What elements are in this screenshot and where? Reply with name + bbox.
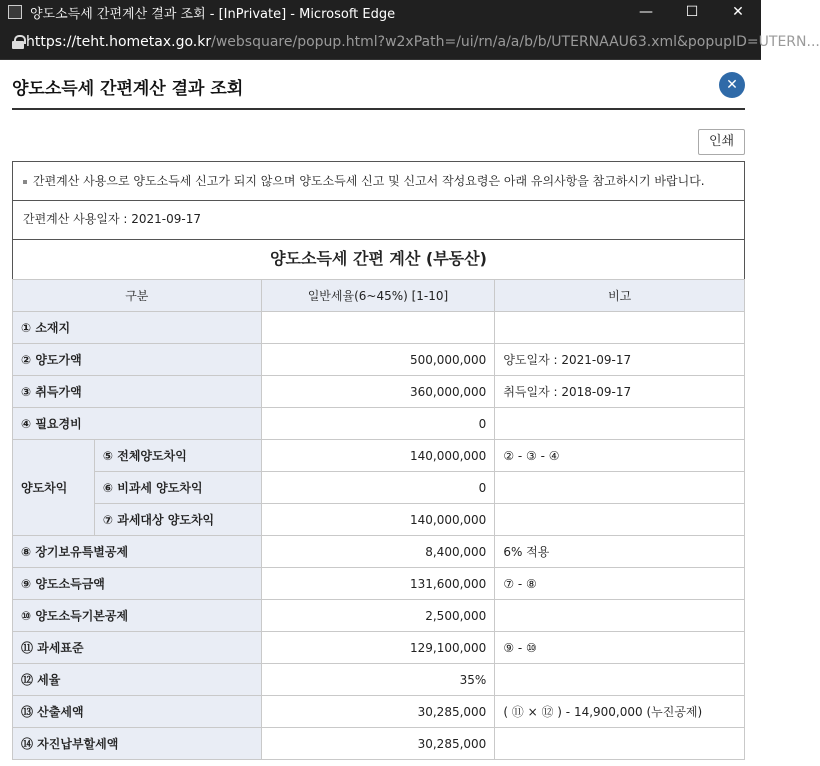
row-label: ① 소재지: [13, 312, 262, 344]
table-header-row: [13, 280, 745, 312]
table-row: [13, 312, 745, 344]
row-note: [495, 504, 745, 536]
table-row: [13, 600, 745, 632]
row-label: ⑭ 자진납부할세액: [13, 728, 262, 760]
window-titlebar: [0, 0, 761, 24]
row-label: ⑩ 양도소득기본공제: [13, 600, 262, 632]
row-label: ⑫ 세율: [13, 664, 262, 696]
row-note: 양도일자 : 2021-09-17: [495, 344, 745, 376]
row-value: 30,285,000: [261, 696, 495, 728]
row-label: ③ 취득가액: [13, 376, 262, 408]
window-close-button[interactable]: ✕: [732, 4, 744, 20]
row-label: ⑦ 과세대상 양도차익: [94, 504, 261, 536]
row-note: 취득일자 : 2018-09-17: [495, 376, 745, 408]
header-note: 비고: [495, 280, 745, 312]
use-date: 간편계산 사용일자 : 2021-09-17: [12, 200, 745, 240]
window-page-icon: [8, 5, 22, 19]
row-note: ⑦ - ⑧: [495, 568, 745, 600]
row-note: [495, 408, 745, 440]
row-label: ⑤ 전체양도차익: [94, 440, 261, 472]
table-row: [13, 472, 745, 504]
row-note: [495, 472, 745, 504]
calc-table: [12, 279, 745, 760]
table-row: [13, 408, 745, 440]
row-note: [495, 600, 745, 632]
row-label: ④ 필요경비: [13, 408, 262, 440]
header-category: 구분: [13, 280, 262, 312]
row-value: 500,000,000: [261, 344, 495, 376]
row-value: 0: [261, 408, 495, 440]
row-value: 131,600,000: [261, 568, 495, 600]
minimize-button[interactable]: —: [639, 4, 653, 20]
url-text[interactable]: [26, 34, 820, 50]
table-row: [13, 344, 745, 376]
window-title: 양도소득세 간편계산 결과 조회 - [InPrivate] - Microsoft Edge: [30, 6, 396, 22]
row-value: 30,285,000: [261, 728, 495, 760]
table-row: [13, 632, 745, 664]
row-note: [495, 728, 745, 760]
popup-title: 양도소득세 간편계산 결과 조회: [12, 79, 244, 99]
table-row: [13, 376, 745, 408]
bullet-icon: [23, 180, 27, 184]
group-label: 양도차익: [13, 440, 95, 536]
header-value: 일반세율(6~45%) [1-10]: [261, 280, 495, 312]
calc-title: 양도소득세 간편 계산 (부동산): [12, 239, 745, 280]
table-row: [13, 440, 745, 472]
row-value: [261, 312, 495, 344]
url-host: https://teht.hometax.go.kr: [26, 33, 212, 50]
table-row: [13, 696, 745, 728]
row-label: ⑧ 장기보유특별공제: [13, 536, 262, 568]
row-note: 6% 적용: [495, 536, 745, 568]
row-note: ② - ③ - ④: [495, 440, 745, 472]
row-note: [495, 312, 745, 344]
maximize-button[interactable]: ☐: [685, 4, 699, 20]
url-path: /websquare/popup.html?w2xPath=/ui/rn/a/a/b/b/UTERNAAU63.xml&popupID=UTERN...: [211, 33, 820, 50]
row-label: ⑬ 산출세액: [13, 696, 262, 728]
row-note: ( ⑪ × ⑫ ) - 14,900,000 (누진공제): [495, 696, 745, 728]
row-value: 129,100,000: [261, 632, 495, 664]
row-note: [495, 664, 745, 696]
row-label: ⑪ 과세표준: [13, 632, 262, 664]
table-row: [13, 504, 745, 536]
row-value: 140,000,000: [261, 440, 495, 472]
popup-close-button[interactable]: ✕: [719, 72, 745, 98]
table-row: [13, 568, 745, 600]
row-value: 140,000,000: [261, 504, 495, 536]
address-bar[interactable]: [0, 24, 820, 60]
row-value: 8,400,000: [261, 536, 495, 568]
row-label: ⑨ 양도소득금액: [13, 568, 262, 600]
notice-text: 간편계산 사용으로 양도소득세 신고가 되지 않으며 양도소득세 신고 및 신고서 작성요령은 아래 유의사항을 참고하시기 바랍니다.: [33, 174, 705, 188]
notice-box: [12, 161, 745, 201]
print-button[interactable]: 인쇄: [698, 129, 745, 155]
popup-header: [12, 60, 745, 110]
row-label: ② 양도가액: [13, 344, 262, 376]
table-row: [13, 728, 745, 760]
row-value: 35%: [261, 664, 495, 696]
row-value: 0: [261, 472, 495, 504]
table-row: [13, 664, 745, 696]
row-value: 360,000,000: [261, 376, 495, 408]
row-label: ⑥ 비과세 양도차익: [94, 472, 261, 504]
row-value: 2,500,000: [261, 600, 495, 632]
row-note: ⑨ - ⑩: [495, 632, 745, 664]
table-row: [13, 536, 745, 568]
